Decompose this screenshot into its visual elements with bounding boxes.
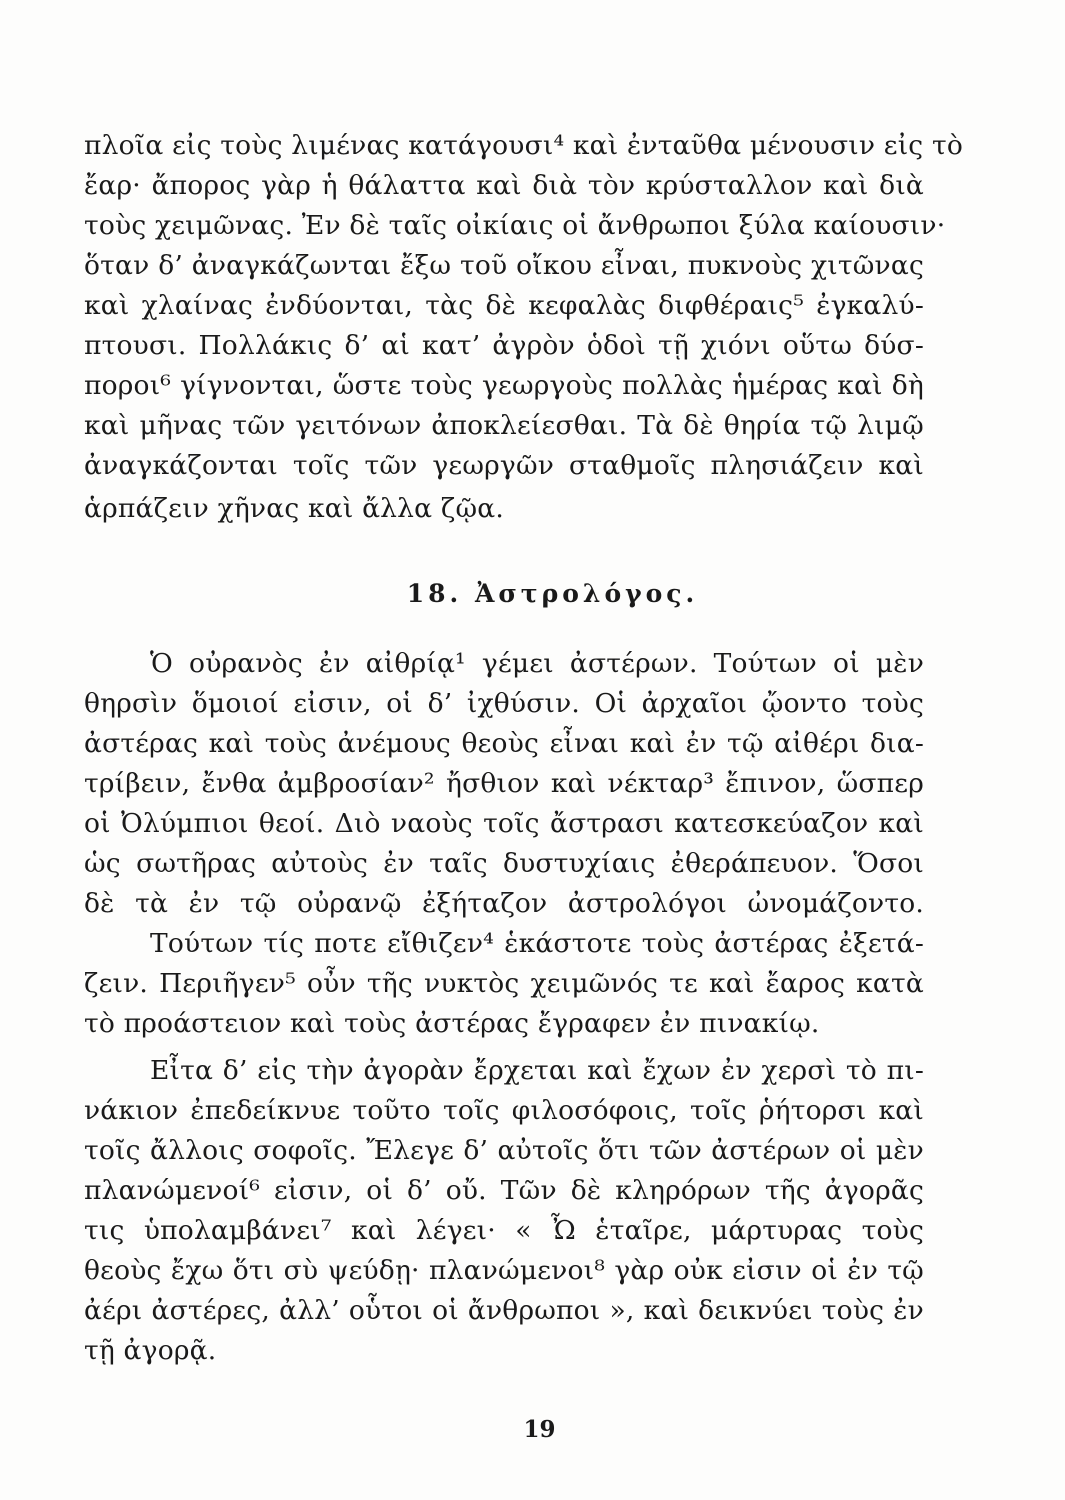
section-heading: 18. Ἀστρολόγος. — [406, 579, 699, 608]
text-line: ἀναγκάζονται τοῖς τῶν γεωργῶν σταθμοῖς πλησιάζειν καὶ — [84, 450, 924, 481]
text-line: δὲ τὰ ἐν τῷ οὐρανῷ ἐξήταζον ἀστρολόγοι ὠνομάζοντο. — [84, 888, 924, 919]
page-number: 19 — [523, 1416, 556, 1443]
text-line: Ὁ οὐρανὸς ἐν αἰθρίᾳ¹ γέμει ἀστέρων. Τούτων οἱ μὲν — [150, 648, 924, 679]
text-line: θεοὺς ἔχω ὅτι σὺ ψεύδῃ· πλανώμενοι⁸ γὰρ οὐκ εἰσιν οἱ ἐν τῷ — [84, 1255, 924, 1286]
text-line: ζειν. Περιῆγεν⁵ οὖν τῆς νυκτὸς χειμῶνός τε καὶ ἔαρος κατὰ — [84, 968, 924, 999]
text-line: ἀέρι ἀστέρες, ἀλλ’ οὗτοι οἱ ἄνθρωποι », καὶ δεικνύει τοὺς ἐν — [84, 1295, 924, 1326]
text-line: καὶ χλαίνας ἐνδύονται, τὰς δὲ κεφαλὰς διφθέραις⁵ ἐγκαλύ- — [84, 290, 924, 321]
text-line: τοὺς χειμῶνας. Ἐν δὲ ταῖς οἰκίαις οἱ ἄνθρωποι ξύλα καίουσιν· — [84, 210, 946, 241]
text-line: πτουσι. Πολλάκις δ’ αἱ κατ’ ἀγρὸν ὁδοὶ τῇ χιόνι οὕτω δύσ- — [84, 330, 924, 361]
text-line: ὅταν δ’ ἀναγκάζωνται ἔξω τοῦ οἴκου εἶναι, πυκνοὺς χιτῶνας — [84, 250, 924, 281]
text-line: ἔαρ· ἄπορος γὰρ ἡ θάλαττα καὶ διὰ τὸν κρύσταλλον καὶ διὰ — [84, 170, 924, 201]
text-line: πλοῖα εἰς τοὺς λιμένας κατάγουσι⁴ καὶ ἐνταῦθα μένουσιν εἰς τὸ — [84, 130, 963, 161]
text-line: θηρσὶν ὅμοιοί εἰσιν, οἱ δ’ ἰχθύσιν. Οἱ ἀρχαῖοι ᾤοντο τοὺς — [84, 688, 924, 719]
text-line: τὸ προάστειον καὶ τοὺς ἀστέρας ἔγραφεν ἐν πινακίῳ. — [84, 1008, 820, 1039]
text-line: οἱ Ὀλύμπιοι θεοί. Διὸ ναοὺς τοῖς ἄστρασι κατεσκεύαζον καὶ — [84, 808, 924, 839]
text-line: τῇ ἀγορᾷ. — [84, 1335, 217, 1366]
text-line: τις ὑπολαμβάνει⁷ καὶ λέγει· « Ὦ ἑταῖρε, μάρτυρας τοὺς — [84, 1215, 924, 1246]
text-line: Τούτων τίς ποτε εἴθιζεν⁴ ἑκάστοτε τοὺς ἀστέρας ἐξετά- — [150, 928, 924, 959]
text-line: τοῖς ἄλλοις σοφοῖς. Ἔλεγε δ’ αὐτοῖς ὅτι τῶν ἀστέρων οἱ μὲν — [84, 1135, 924, 1166]
text-line: ποροι⁶ γίγνονται, ὥστε τοὺς γεωργοὺς πολλὰς ἡμέρας καὶ δὴ — [84, 370, 924, 401]
text-line: τρίβειν, ἔνθα ἀμβροσίαν² ἤσθιον καὶ νέκταρ³ ἔπινον, ὥσπερ — [84, 768, 924, 799]
text-line: καὶ μῆνας τῶν γειτόνων ἀποκλείεσθαι. Τὰ δὲ θηρία τῷ λιμῷ — [84, 410, 924, 441]
text-line: ὡς σωτῆρας αὐτοὺς ἐν ταῖς δυστυχίαις ἐθεράπευον. Ὅσοι — [84, 848, 924, 879]
text-line: ἀστέρας καὶ τοὺς ἀνέμους θεοὺς εἶναι καὶ ἐν τῷ αἰθέρι δια- — [84, 728, 924, 759]
text-line: ἁρπάζειν χῆνας καὶ ἄλλα ζῷα. — [84, 493, 504, 524]
text-line: Εἶτα δ’ εἰς τὴν ἀγορὰν ἔρχεται καὶ ἔχων ἐν χερσὶ τὸ πι- — [150, 1055, 924, 1086]
text-line: πλανώμενοί⁶ εἰσιν, οἱ δ’ οὔ. Τῶν δὲ κληρόρων τῆς ἀγορᾶς — [84, 1175, 924, 1206]
text-line: νάκιον ἐπεδείκνυε τοῦτο τοῖς φιλοσόφοις, τοῖς ῥήτορσι καὶ — [84, 1095, 924, 1126]
